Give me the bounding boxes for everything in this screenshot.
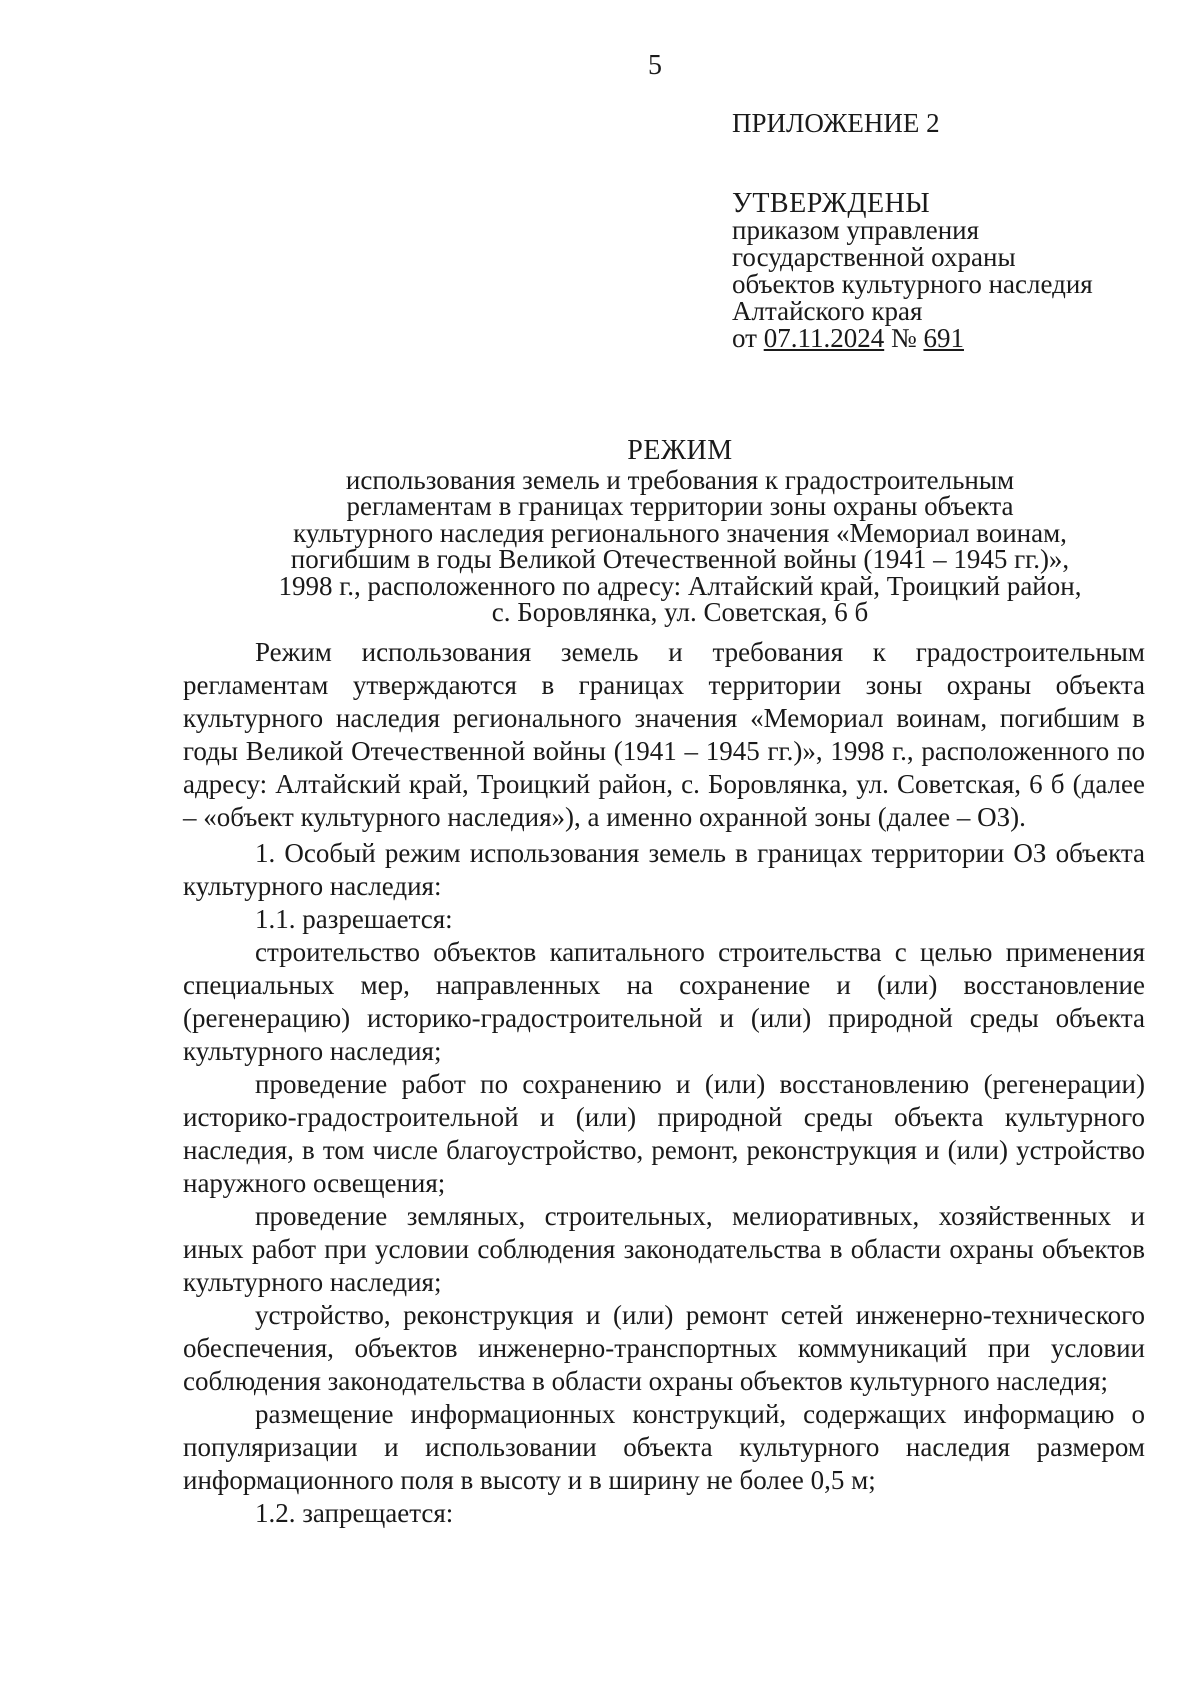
section-1-heading: 1. Особый режим использования земель в границах территории ОЗ объекта культурного наследия: xyxy=(183,838,1145,901)
order-date-number xyxy=(732,325,1093,352)
title-line: регламентам в границах территории зоны охраны объекта xyxy=(346,491,1014,521)
approval-line: государственной охраны xyxy=(732,242,1016,272)
approval-line: приказом управления xyxy=(732,215,980,245)
intro-paragraph: Режим использования земель и требования к градостроительным регламентам утверждаются в границах территории зоны охраны объекта культурного наследия регионального значения «Мемориал воинам, погибшим в годы Великой Отечественной войны (1941 – 1945 гг.)», 1998 г., расположенного по адресу: Алтайский край, Троицкий район, с. Боровлянка, ул. Советская, 6 б (далее – «объект культурного наследия»), а именно охранной зоны (далее – ОЗ). xyxy=(183,637,1145,832)
title-line: погибшим в годы Великой Отечественной войны (1941 – 1945 гг.)», xyxy=(290,544,1070,574)
order-number: 691 xyxy=(923,323,964,353)
title-main: РЕЖИМ xyxy=(627,435,733,466)
order-date: 07.11.2024 xyxy=(763,323,885,353)
title-line: с. Боровлянка, ул. Советская, 6 б xyxy=(491,597,869,627)
subsection-1-2-heading: 1.2. запрещается: xyxy=(255,1498,454,1528)
title-line: 1998 г., расположенного по адресу: Алтайский край, Троицкий район, xyxy=(278,570,1082,601)
date-prefix: от xyxy=(732,323,764,353)
number-prefix: № xyxy=(884,323,924,353)
subsection-1-1-heading: 1.1. разрешается: xyxy=(255,904,453,934)
title-line: использования земель и требования к градостроительным xyxy=(345,464,1015,495)
document-title xyxy=(200,435,1160,627)
page-number: 5 xyxy=(648,50,662,81)
permitted-item: строительство объектов капитального строительства с целью применения специальных мер, направленных на сохранение и (или) восстановление (регенерацию) историко-градостроительной и (или) природной среды объекта культурного наследия; xyxy=(183,937,1145,1066)
permitted-item: проведение работ по сохранению и (или) восстановлению (регенерации) историко-градостроительной и (или) природной среды объекта культурного наследия, в том числе благоустройство, ремонт, реконструкция и (или) устройство наружного освещения; xyxy=(183,1069,1145,1198)
approval-line: объектов культурного наследия xyxy=(732,269,1093,299)
permitted-item: устройство, реконструкция и (или) ремонт сетей инженерно-технического обеспечения, объектов инженерно-транспортных коммуникаций при условии соблюдения законодательства в области охраны объектов культурного наследия; xyxy=(183,1300,1145,1396)
approval-block xyxy=(732,110,1093,352)
appendix-label: ПРИЛОЖЕНИЕ 2 xyxy=(732,108,940,138)
permitted-item: размещение информационных конструкций, содержащих информацию о популяризации и использовании объекта культурного наследия размером информационного поля в высоту и в ширину не более 0,5 м; xyxy=(183,1399,1145,1495)
document-body xyxy=(183,636,1145,1530)
title-line: культурного наследия регионального значения «Мемориал воинам, xyxy=(293,517,1067,548)
permitted-item: проведение земляных, строительных, мелиоративных, хозяйственных и иных работ при условии соблюдения законодательства в области охраны объектов культурного наследия; xyxy=(183,1201,1145,1297)
approval-line: Алтайского края xyxy=(732,296,923,326)
approved-label: УТВЕРЖДЕНЫ xyxy=(732,188,931,219)
